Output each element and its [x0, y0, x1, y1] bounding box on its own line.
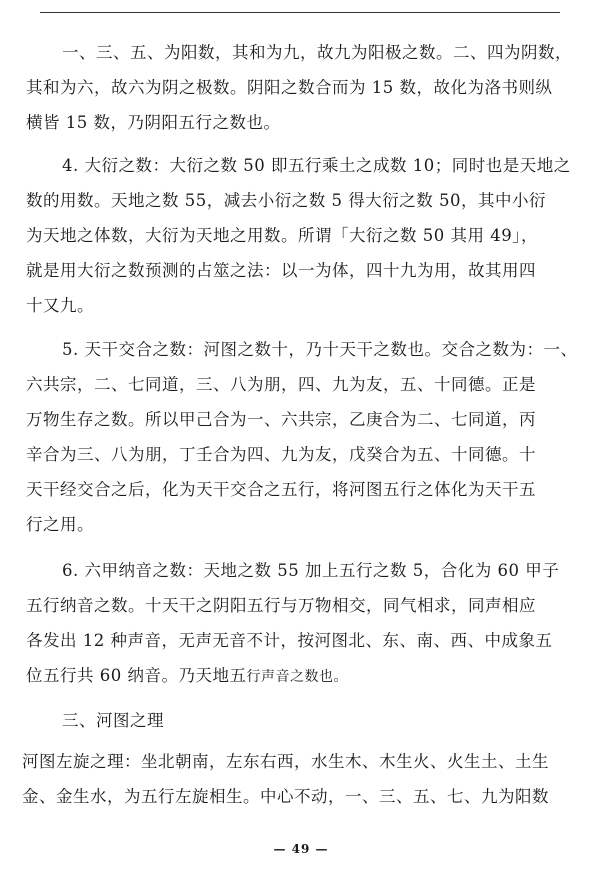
header-rule — [40, 12, 560, 13]
text-line: 辛合为三、八为朋，丁壬合为四、九为友，戊癸合为五、十同德。十 — [26, 445, 536, 464]
text-line: 横皆 15 数，乃阴阳五行之数也。 — [26, 113, 281, 132]
text-line: 行之用。 — [26, 515, 94, 534]
text-line-main: 位五行共 60 纳音。乃天地五 — [26, 666, 247, 685]
paragraph-yin-yang-numbers — [26, 35, 576, 140]
text-line: 河图左旋之理：坐北朝南，左东右西，水生木、木生火、火生土、土生 — [22, 752, 549, 771]
text-line: 6. 六甲纳音之数：天地之数 55 加上五行之数 5，合化为 60 甲子 — [62, 561, 560, 580]
text-line: 数的用数。天地之数 55，减去小衍之数 5 得大衍之数 50，其中小衍 — [26, 191, 546, 210]
paragraph-heavenly-stems-union — [26, 332, 576, 542]
text-line — [26, 658, 576, 695]
paragraph-hetu-left-rotation — [22, 744, 582, 814]
text-line: 一、三、五、为阳数，其和为九，故九为阳极之数。二、四为阴数， — [62, 43, 572, 62]
section-heading: 三、河图之理 — [62, 711, 164, 730]
text-line: 5. 天干交合之数：河图之数十，乃十天干之数也。交合之数为：一、 — [62, 340, 578, 359]
page-number: — 49 — — [273, 842, 329, 856]
text-line: 就是用大衍之数预测的占筮之法：以一为体，四十九为用，故其用四 — [26, 261, 536, 280]
text-line: 六共宗，二、七同道，三、八为朋，四、九为友，五、十同德。正是 — [26, 375, 536, 394]
text-line: 五行纳音之数。十天干之阴阳五行与万物相交，同气相求，同声相应 — [26, 596, 536, 615]
text-line: 各发出 12 种声音，无声无音不计，按河图北、东、南、西、中成象五 — [26, 631, 553, 650]
text-line-small-tail: 行声音之数也。 — [246, 669, 348, 685]
paragraph-dayan-number — [26, 148, 576, 323]
text-line: 十又九。 — [26, 296, 94, 315]
paragraph-nayin-number — [26, 553, 576, 695]
text-line: 天干经交合之后，化为天干交合之五行，将河图五行之体化为天干五 — [26, 480, 536, 499]
text-line: 金、金生水，为五行左旋相生。中心不动，一、三、五、七、九为阳数 — [22, 787, 549, 806]
text-line: 其和为六，故六为阴之极数。阴阳之数合而为 15 数，故化为洛书则纵 — [26, 78, 553, 97]
text-line: 为天地之体数，大衍为天地之用数。所谓「大衍之数 50 其用 49」， — [26, 226, 538, 245]
text-line: 4. 大衍之数：大衍之数 50 即五行乘土之成数 10；同时也是天地之 — [62, 156, 571, 175]
text-line: 万物生存之数。所以甲己合为一、六共宗，乙庚合为二、七同道，丙 — [26, 410, 536, 429]
